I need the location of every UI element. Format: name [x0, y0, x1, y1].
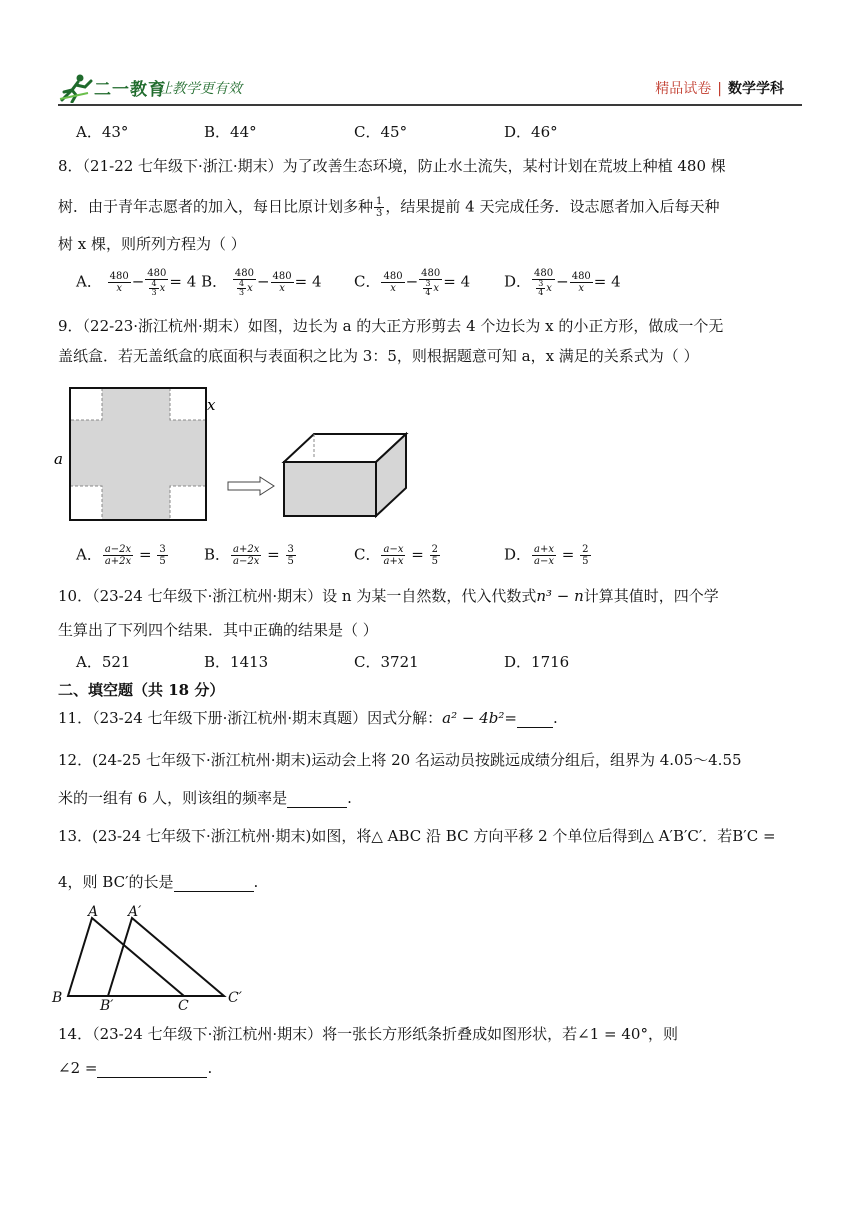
q10-expression: n³ − n [536, 587, 584, 605]
q13-line2: 4，则 BC′的长是 . [58, 873, 259, 891]
q9-label-a: a [54, 450, 63, 468]
q14-line2: ∠2 = . [58, 1059, 213, 1077]
q8-option-c: C． $\frac{480}{x}$ − 480 $\frac{3}{4}$ x = 4 [354, 268, 471, 297]
q10-option-d: D．1716 [504, 653, 570, 671]
header-subject: 数学学科 [728, 81, 784, 97]
q7-option-a: A．43° [76, 123, 129, 141]
q8-fraction: $\frac{1}{3}$ [376, 196, 383, 219]
label-b: B [52, 990, 63, 1006]
q12-line2: 米的一组有 6 人，则该组的频率是 . [58, 789, 352, 807]
q10-option-c: C．3721 [354, 653, 419, 671]
q7-option-d: D．46° [504, 123, 558, 141]
q9-open-box [284, 434, 406, 516]
q8-line2-end: ，结果提前 4 天完成任务．设志愿者加入后每天种 [385, 197, 720, 216]
q10-option-a: A．521 [76, 653, 131, 671]
q8-options: A． $\frac{480}{x}$ − 480 $\frac{4}{3}$ x = 4 B． 480 $\frac{4}{3}$ x − $\frac{480}{x}$ = 4 [76, 268, 322, 297]
header-logo [58, 73, 268, 103]
q10-option-b: B．1413 [204, 653, 269, 671]
label-a: A [88, 904, 99, 920]
q8-line3: 树 x 棵，则所列方程为（ ） [58, 235, 246, 253]
q7-option-b: B．44° [204, 123, 257, 141]
section-heading: 二、填空题（共 18 分） [58, 681, 225, 699]
q12-blank[interactable] [287, 792, 347, 808]
q13-line1: 13．(23-24 七年级下·浙江杭州·期末)如图，将△ ABC 沿 BC 方向平移 2 个单位后得到△ A′B′C′．若B′C = [58, 827, 776, 845]
q9-option-c: C． $\frac{a-x}{a+x}$ = $\frac{2}{5}$ [354, 544, 438, 567]
q9-line2: 盖纸盒．若无盖纸盒的底面积与表面积之比为 3：5，则根据题意可知 a，x 满足的关系式为（ ） [58, 347, 699, 365]
q8-line2 [58, 196, 719, 219]
q14-line1: 14．（23-24 七年级下·浙江杭州·期末）将一张长方形纸条折叠成如图形状，若∠1 = 40°，则 [58, 1025, 678, 1043]
q7-option-c: C．45° [354, 123, 408, 141]
runner-logo-icon [58, 73, 94, 103]
q9-option-d: D． $\frac{a+x}{a-x}$ = $\frac{2}{5}$ [504, 544, 589, 567]
q8-option-b-label: B． [201, 272, 228, 291]
q9-option-b: B． $\frac{a+2x}{a-2x}$ = $\frac{3}{5}$ [204, 544, 294, 567]
header-right [655, 78, 784, 98]
q11-expression: a² − 4b²= [442, 709, 517, 727]
q9-figure [50, 380, 420, 530]
header-label: 精品试卷 [655, 81, 712, 97]
q8-option-d: D． 480 $\frac{3}{4}$ x − $\frac{480}{x}$ = 4 [504, 268, 621, 297]
q13-blank[interactable] [174, 876, 254, 892]
label-c: C [178, 998, 189, 1010]
label-c-prime: C′ [228, 990, 242, 1006]
brand-name: 二一教育 [94, 80, 166, 100]
q13-figure [50, 900, 260, 1010]
q11-blank[interactable] [517, 712, 553, 728]
q14-blank[interactable] [97, 1062, 207, 1078]
q10-line1: 10．（23-24 七年级下·浙江杭州·期末）设 n 为某一自然数，代入代数式n³ − n计算其值时，四个学 [58, 587, 719, 605]
q8-option-a-label: A． [76, 272, 102, 291]
header-separator: | [717, 81, 722, 97]
triangle-abc [68, 918, 184, 996]
brand-slogan: 让教学更有效 [158, 81, 242, 97]
q8-line1: 8．（21-22 七年级下·浙江·期末）为了改善生态环境，防止水土流失，某村计划在荒坡上种植 480 棵 [58, 157, 726, 175]
header-rule [58, 104, 802, 106]
q9-line1: 9．（22-23·浙江杭州·期末）如图，边长为 a 的大正方形剪去 4 个边长为 x 的小正方形，做成一个无 [58, 317, 724, 335]
q11: 11．（23-24 七年级下册·浙江杭州·期末真题）因式分解：a² − 4b²= . [58, 709, 558, 727]
triangle-a1b1c1 [108, 918, 224, 996]
label-b-prime: B′ [100, 998, 114, 1010]
q12-line1: 12．(24-25 七年级下·浙江杭州·期末)运动会上将 20 名运动员按跳远成绩分组后，组界为 4.05～4.55 [58, 751, 742, 769]
arrow-right-icon [228, 477, 274, 495]
label-a-prime: A′ [128, 904, 142, 920]
q8-line2-start: 树．由于青年志愿者的加入，每日比原计划多种 [58, 197, 374, 216]
q9-label-x: x [207, 396, 216, 414]
q9-option-a: A． $\frac{a-2x}{a+2x}$ = $\frac{3}{5}$ [76, 544, 166, 567]
q10-line2: 生算出了下列四个结果．其中正确的结果是（ ） [58, 621, 378, 639]
